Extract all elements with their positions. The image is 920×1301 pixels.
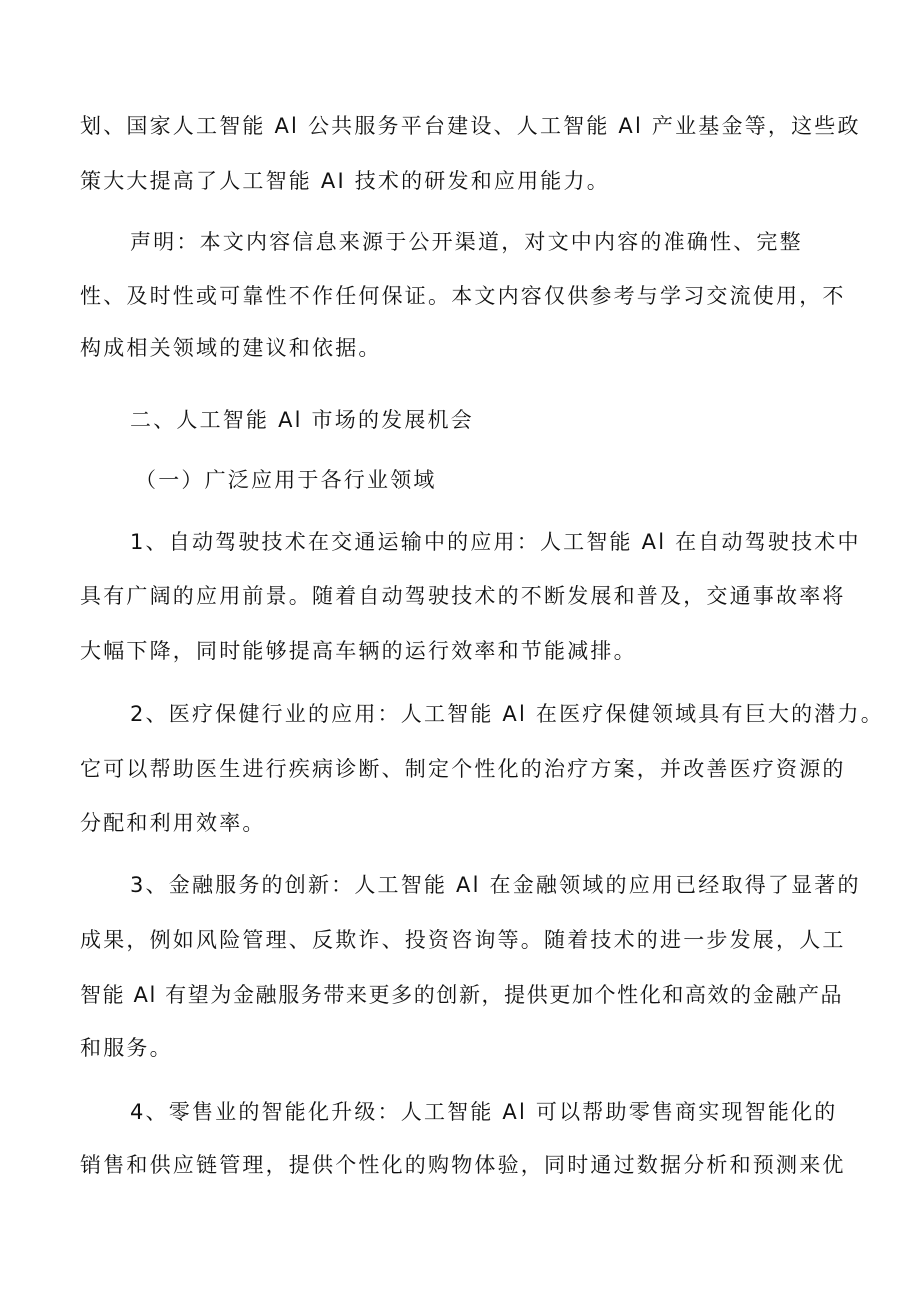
text-line: 1、自动驾驶技术在交通运输中的应用：人工智能 Al 在自动驾驶技术中 <box>130 530 861 554</box>
heading-text: （一）广泛应用于各行业领域 <box>135 468 437 492</box>
heading-text: 二、人工智能 Al 市场的发展机会 <box>130 408 474 432</box>
text-line: 性、及时性或可靠性不作任何保证。本文内容仅供参考与学习交流使用，不 <box>80 284 846 308</box>
text-line: 它可以帮助医生进行疾病诊断、制定个性化的治疗方案，并改善医疗资源的 <box>80 757 846 781</box>
text-line: 具有广阔的应用前景。随着自动驾驶技术的不断发展和普及，交通事故率将 <box>80 584 846 608</box>
text-line: 大幅下降，同时能够提高车辆的运行效率和节能减排。 <box>80 639 637 663</box>
text-line: 成果，例如风险管理、反欺诈、投资咨询等。随着技术的进一步发展，人工 <box>80 928 846 952</box>
text-line: 3、金融服务的创新：人工智能 Al 在金融领域的应用已经取得了显著的 <box>130 873 861 897</box>
text-line: 2、医疗保健行业的应用：人工智能 Al 在医疗保健领域具有巨大的潜力。 <box>130 702 884 726</box>
text-line: 和服务。 <box>80 1036 173 1060</box>
text-line: 销售和供应链管理，提供个性化的购物体验，同时通过数据分析和预测来优 <box>80 1153 846 1177</box>
text-line: 分配和利用效率。 <box>80 811 266 835</box>
text-line: 策大大提高了人工智能 AI 技术的研发和应用能力。 <box>80 169 610 193</box>
text-line: 声明：本文内容信息来源于公开渠道，对文中内容的准确性、完整 <box>130 230 803 254</box>
text-line: 4、零售业的智能化升级：人工智能 Al 可以帮助零售商实现智能化的 <box>130 1100 838 1124</box>
text-line: 划、国家人工智能 Al 公共服务平台建设、人工智能 Al 产业基金等，这些政 <box>80 114 861 138</box>
text-line: 构成相关领域的建议和依据。 <box>80 336 382 360</box>
text-line: 智能 Al 有望为金融服务带来更多的创新，提供更加个性化和高效的金融产品 <box>80 983 844 1007</box>
